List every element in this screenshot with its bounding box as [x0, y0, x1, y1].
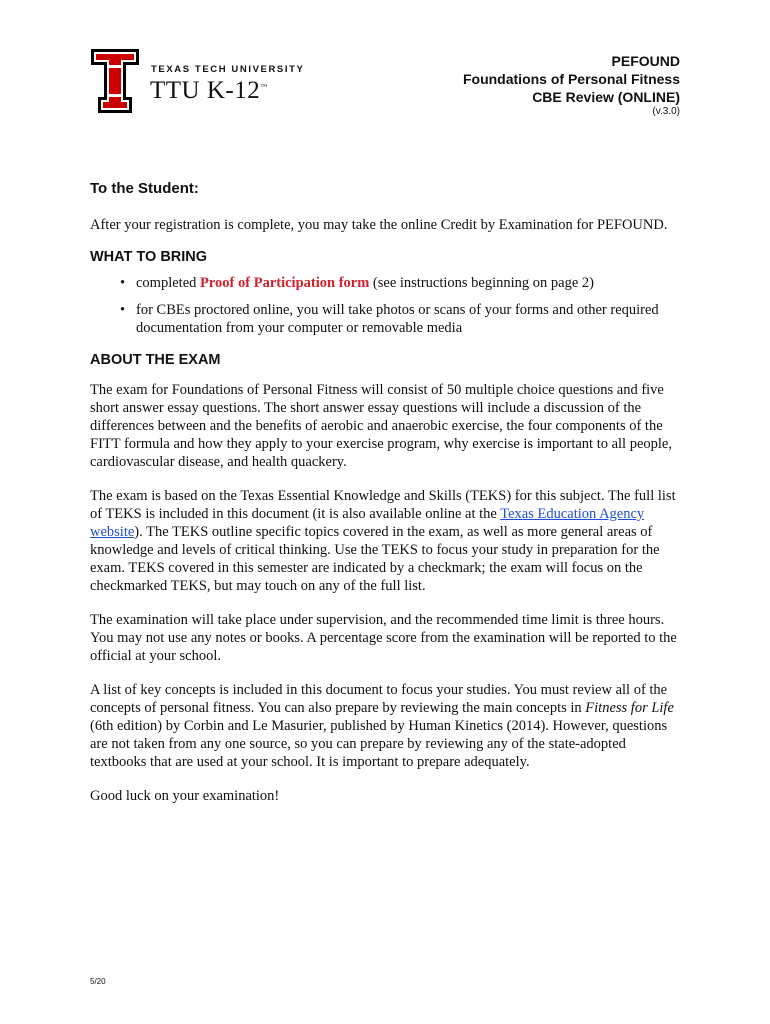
- about-exam-heading: ABOUT THE EXAM: [90, 352, 221, 368]
- document-type: CBE Review (ONLINE): [532, 89, 680, 105]
- list-item: • for CBEs proctored online, you will take photos or scans of your forms and other required documentation from your computer or removable media: [136, 301, 682, 337]
- course-title: Foundations of Personal Fitness: [462, 71, 680, 87]
- ttu-k12-logo: [90, 48, 320, 116]
- book-title: Fitness for Life: [585, 700, 674, 716]
- program-name: TTU K-12™: [150, 77, 268, 104]
- what-to-bring-heading: WHAT TO BRING: [90, 249, 208, 265]
- what-to-bring-list: [90, 274, 682, 337]
- key-concepts-paragraph: A list of key concepts is included in this document to focus your studies. You must review all of the concepts of personal fitness. You can also prepare by reviewing the main concepts in Fitness for Life (6th edition) by Corbin and Le Masurier, published by Human Kinetics (2014). However, questions are not taken from any one source, so you can prepare by reviewing any of the state-adopted textbooks that are used at your school. It is important to prepare adequately.: [90, 682, 674, 770]
- proof-of-participation-link[interactable]: Proof of Participation form: [200, 275, 370, 291]
- course-code: PEFOUND: [611, 53, 680, 69]
- supervision-paragraph: The examination will take place under supervision, and the recommended time limit is three hours. You may not use any notes or books. A percentage score from the examination will be reported to the official at your school.: [90, 612, 677, 664]
- closing-line: Good luck on your examination!: [90, 788, 280, 804]
- document-header: [463, 52, 680, 118]
- page-footer-date: 5/20: [90, 977, 106, 986]
- university-name: TEXAS TECH UNIVERSITY: [151, 64, 305, 75]
- exam-description-paragraph: The exam for Foundations of Personal Fitness will consist of 50 multiple choice questions and five short answer essay questions. The short answer essay questions will include a discussion of the differences between and the benefits of aerobic and anaerobic exercise, the four components of the FITT formula and how they apply to your exercise program, why exercise is important to all people, cardiovascular disease, and health quackery.: [90, 382, 672, 470]
- list-item: • completed Proof of Participation form (see instructions beginning on page 2): [136, 274, 682, 292]
- double-t-logo-icon: [90, 48, 140, 114]
- intro-paragraph: After your registration is complete, you may take the online Credit by Examination for PEFOUND.: [90, 217, 668, 233]
- teks-paragraph: The exam is based on the Texas Essential Knowledge and Skills (TEKS) for this subject. The full list of TEKS is included in this document (it is also available online at the Texas Education Agency website). The TEKS outline specific topics covered in the exam, as well as more general areas of knowledge and levels of critical thinking. Use the TEKS to focus your study in preparation for the exam. TEKS covered in this semester are indicated by a checkmark; the exam will focus on the checkmarked TEKS, but may touch on any of the full list.: [90, 488, 676, 594]
- tea-website-link[interactable]: Texas Education Agency website: [90, 506, 645, 540]
- version: (v.3.0): [652, 106, 680, 117]
- greeting-heading: To the Student:: [90, 180, 199, 197]
- main-content: [90, 180, 682, 805]
